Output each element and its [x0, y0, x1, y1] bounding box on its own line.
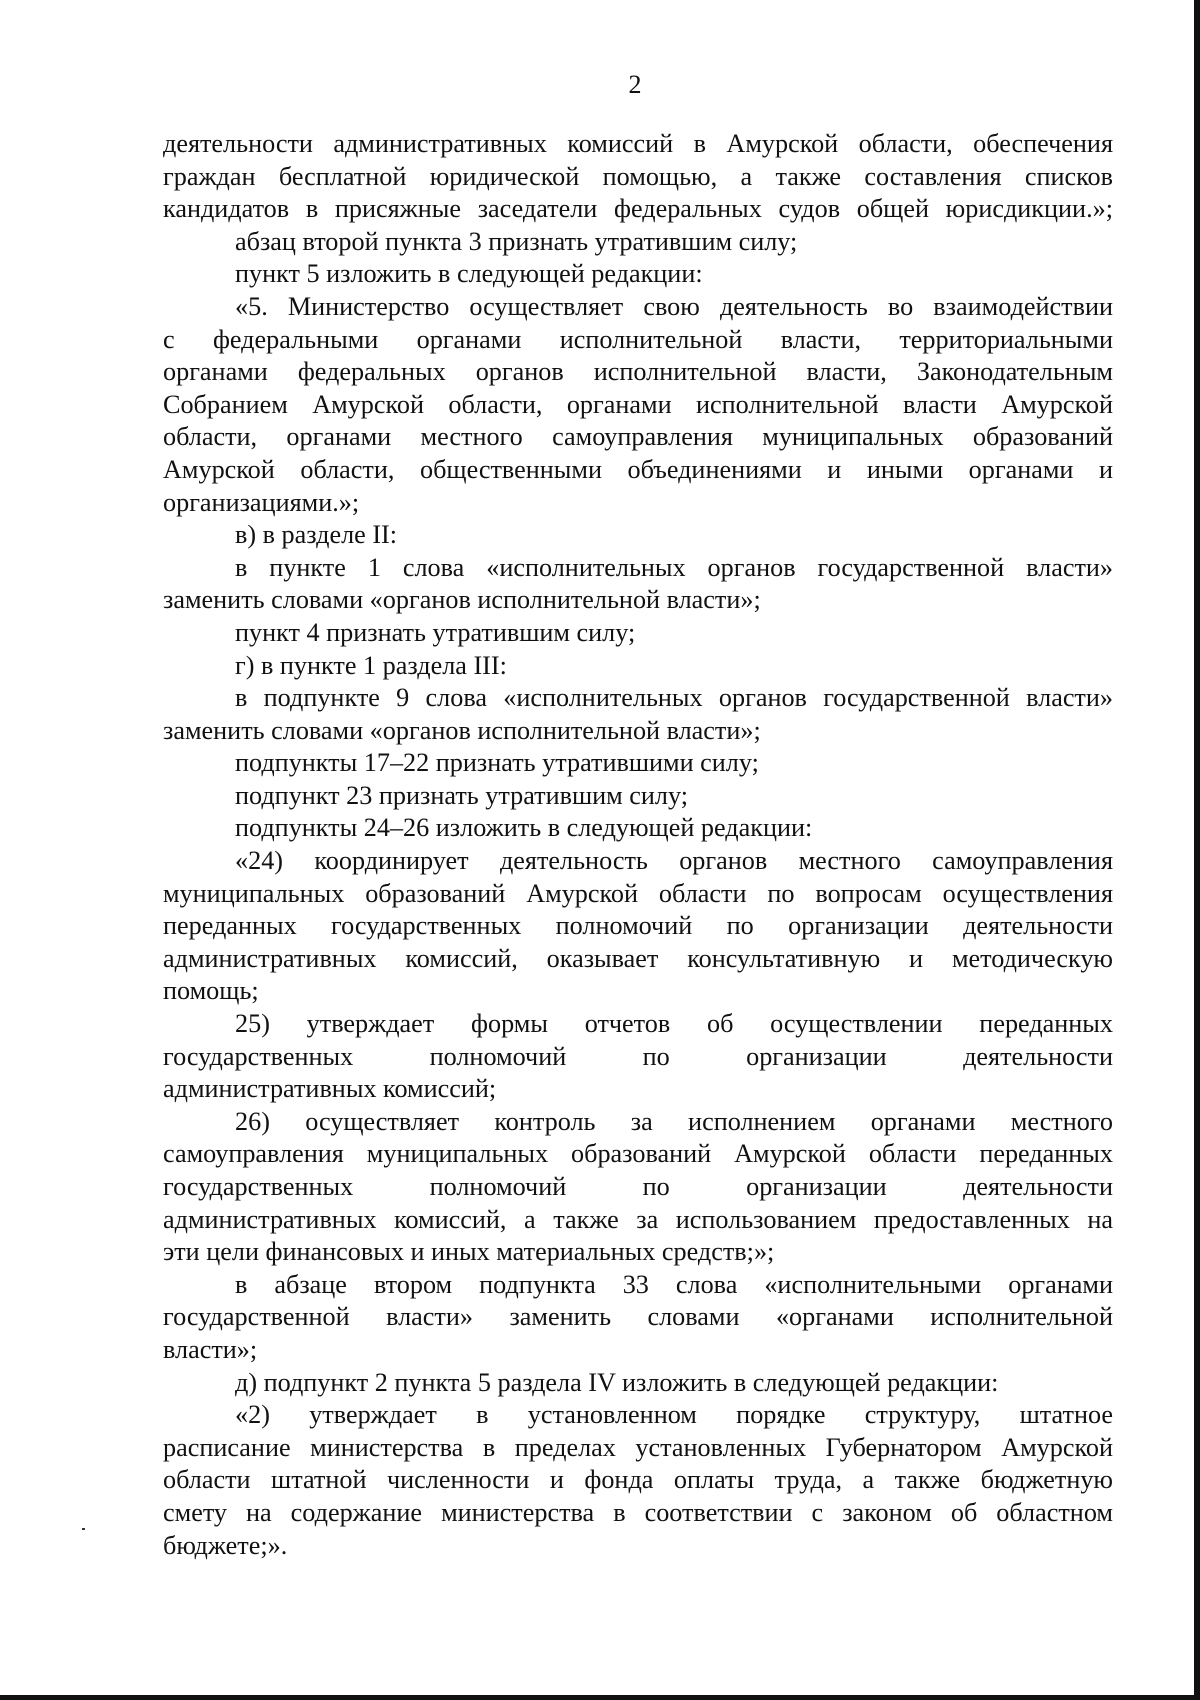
text-line: деятельности административных комиссий в Амурской области, обеспечения — [163, 129, 1113, 158]
text-line: расписание министерства в пределах установленных Губернатором Амурской — [163, 1432, 1113, 1462]
text-line: 25) утверждает формы отчетов об осуществлении переданных — [235, 1009, 1113, 1039]
text-line: с федеральными органами исполнительной власти, территориальными — [163, 324, 1113, 354]
text-line: заменить словами «органов исполнительной власти»; — [163, 715, 761, 745]
text-line: помощь; — [163, 976, 259, 1006]
text-line: пункт 4 признать утратившим силу; — [235, 617, 636, 647]
text-line: в) в разделе II: — [235, 520, 398, 550]
text-line: административных комиссий, а также за использованием предоставленных на — [163, 1204, 1113, 1234]
text-line: пункт 5 изложить в следующей редакции: — [235, 259, 703, 289]
text-line: органами федеральных органов исполнительной власти, Законодательным — [163, 357, 1113, 387]
text-line: граждан бесплатной юридической помощью, а также составления списков — [163, 161, 1113, 191]
text-line: власти»; — [163, 1334, 258, 1364]
scan-border-right — [1194, 0, 1200, 1700]
text-line: смету на содержание министерства в соответствии с законом об областном — [163, 1497, 1113, 1527]
text-line: эти цели финансовых и иных материальных средств;»; — [163, 1237, 775, 1267]
text-line: области, органами местного самоуправления муниципальных образований — [163, 422, 1113, 452]
text-line: переданных государственных полномочий по организации деятельности — [163, 911, 1113, 941]
text-line: бюджете;». — [163, 1530, 288, 1560]
text-line: Амурской области, общественными объединениями и иными органами и — [163, 454, 1113, 484]
text-line: д) подпункт 2 пункта 5 раздела IV изложить в следующей редакции: — [235, 1367, 999, 1397]
text-line: государственной власти» заменить словами «органами исполнительной — [163, 1302, 1113, 1332]
text-line: 26) осуществляет контроль за исполнением органами местного — [235, 1106, 1113, 1136]
text-line: «2) утверждает в установленном порядке структуру, штатное — [235, 1400, 1113, 1430]
text-line: «5. Министерство осуществляет свою деятельность во взаимодействии — [235, 291, 1113, 321]
text-line: в абзаце втором подпункта 33 слова «исполнительными органами — [235, 1269, 1113, 1299]
text-line: «24) координирует деятельность органов местного самоуправления — [235, 846, 1113, 876]
text-line: муниципальных образований Амурской области по вопросам осуществления — [163, 878, 1113, 908]
page-number: 2 — [628, 70, 642, 99]
text-line: государственных полномочий по организации деятельности — [163, 1172, 1113, 1201]
text-line: государственных полномочий по организации деятельности — [163, 1041, 1113, 1071]
text-line: самоуправления муниципальных образований Амурской области переданных — [163, 1139, 1113, 1169]
text-line: заменить словами «органов исполнительной власти»; — [163, 585, 761, 615]
text-line: подпункт 23 признать утратившим силу; — [235, 780, 689, 810]
scan-speck — [82, 1528, 85, 1530]
text-line: подпункты 24–26 изложить в следующей редакции: — [235, 813, 813, 843]
text-line: Собранием Амурской области, органами исполнительной власти Амурской — [163, 389, 1113, 419]
text-line: г) в пункте 1 раздела III: — [235, 650, 507, 680]
text-line: административных комиссий; — [163, 1074, 497, 1104]
document-body — [163, 128, 1113, 1562]
text-line: подпункты 17–22 признать утратившими силу; — [235, 748, 759, 778]
text-line: в подпункте 9 слова «исполнительных органов государственной власти» — [235, 683, 1113, 713]
text-line: абзац второй пункта 3 признать утратившим силу; — [235, 226, 798, 256]
text-line: области штатной численности и фонда оплаты труда, а также бюджетную — [163, 1465, 1113, 1495]
text-line: организациями.»; — [163, 487, 360, 517]
text-line: в пункте 1 слова «исполнительных органов государственной власти» — [235, 552, 1113, 582]
scan-border-bottom — [0, 1695, 1200, 1700]
text-line: кандидатов в присяжные заседатели федеральных судов общей юрисдикции.»; — [163, 194, 1113, 224]
text-line: административных комиссий, оказывает консультативную и методическую — [163, 943, 1113, 973]
